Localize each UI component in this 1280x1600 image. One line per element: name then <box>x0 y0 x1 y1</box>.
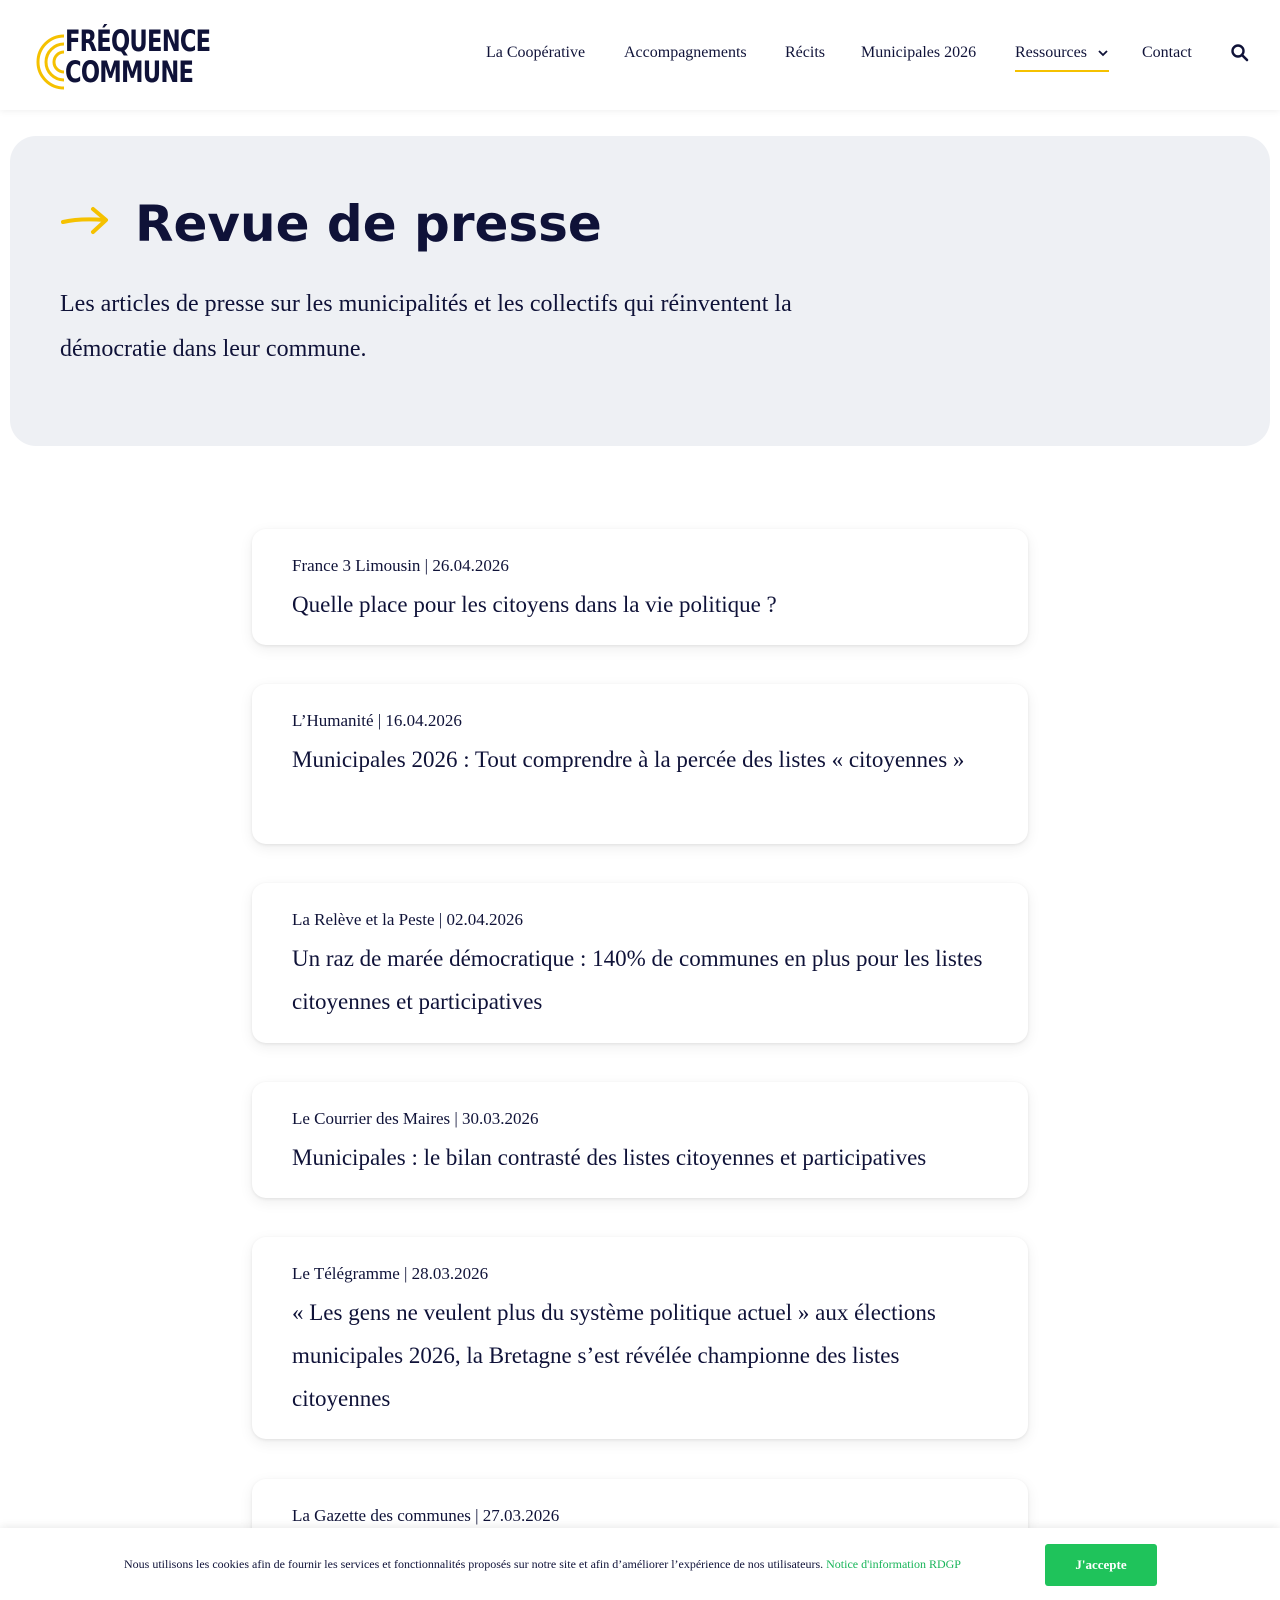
article-card[interactable] <box>252 1082 1028 1198</box>
article-card[interactable] <box>252 529 1028 645</box>
cookie-message <box>124 1556 961 1572</box>
nav-item-ressources-label: Ressources <box>1015 44 1087 61</box>
article-title: « Les gens ne veulent plus du système politique actuel » aux élections municipales 2026, la Bretagne s’est révélée championne des listes citoyennes <box>292 1300 936 1411</box>
article-meta: La Relève et la Peste | 02.04.2026 <box>292 910 523 929</box>
article-card[interactable] <box>252 1237 1028 1439</box>
article-meta: Le Télégramme | 28.03.2026 <box>292 1264 489 1283</box>
article-card[interactable] <box>252 883 1028 1043</box>
nav-item-contact[interactable]: Contact <box>1142 44 1192 61</box>
article-meta: La Gazette des communes | 27.03.2026 <box>292 1506 560 1525</box>
nav-item-accompagnements[interactable]: Accompagnements <box>624 44 747 61</box>
article-meta: France 3 Limousin | 26.04.2026 <box>292 556 509 575</box>
nav-item-ressources[interactable] <box>1015 42 1109 72</box>
page-description: Les articles de presse sur les municipalités et les collectifs qui réinventent la démocratie dans leur commune. <box>60 291 792 362</box>
article-title: Un raz de marée démocratique : 140% de communes en plus pour les listes citoyennes et participatives <box>292 946 983 1014</box>
arrow-right-icon <box>60 206 110 236</box>
logo-line-2: COMMUNE <box>65 55 194 89</box>
article-meta: L’Humanité | 16.04.2026 <box>292 711 462 730</box>
page-title: Revue de presse <box>135 195 602 253</box>
cookie-banner <box>0 1528 1280 1600</box>
article-card[interactable] <box>252 684 1028 844</box>
chevron-down-icon <box>1097 48 1109 58</box>
main-nav <box>0 42 1280 72</box>
search-icon[interactable] <box>1230 43 1250 63</box>
article-title: Quelle place pour les citoyens dans la vie politique ? <box>292 592 777 617</box>
article-title: Municipales : le bilan contrasté des listes citoyennes et participatives <box>292 1145 927 1170</box>
article-meta: Le Courrier des Maires | 30.03.2026 <box>292 1109 539 1128</box>
article-title: Municipales 2026 : Tout comprendre à la percée des listes « citoyennes » <box>292 747 965 772</box>
nav-item-recits[interactable]: Récits <box>785 44 825 61</box>
site-header <box>0 0 1280 110</box>
nav-item-cooperative[interactable]: La Coopérative <box>486 44 586 61</box>
privacy-notice-link[interactable]: Notice d'information RDGP <box>826 1557 961 1571</box>
hero-banner <box>10 136 1270 446</box>
accept-cookies-button[interactable]: J'accepte <box>1045 1544 1157 1586</box>
logo-line-1: FRÉQUENCE <box>65 24 211 58</box>
cookie-text: Nous utilisons les cookies afin de fournir les services et fonctionnalités proposés sur notre site et afin d’améliorer l’expérience de nos utilisateurs. <box>124 1557 824 1571</box>
nav-item-municipales-2026[interactable]: Municipales 2026 <box>861 44 977 61</box>
